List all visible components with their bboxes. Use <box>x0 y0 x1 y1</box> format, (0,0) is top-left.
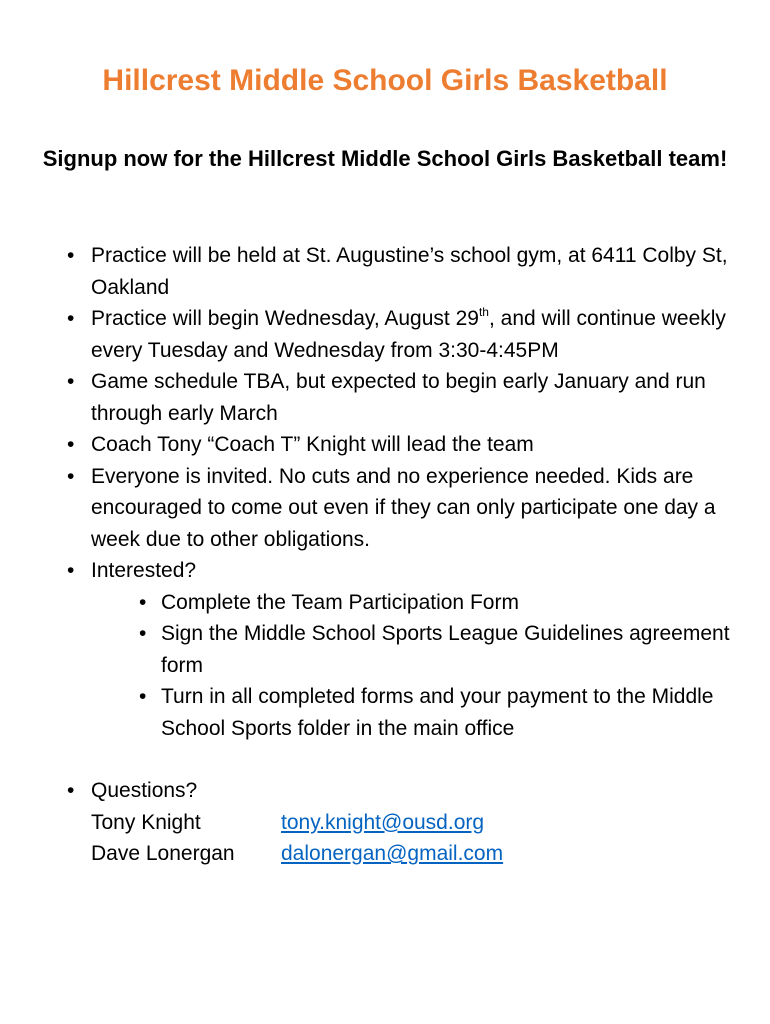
contact-row <box>91 838 735 870</box>
list-item-game-schedule <box>65 366 735 429</box>
info-bullet-list <box>65 240 735 870</box>
bullet-icon: • <box>67 244 75 267</box>
practice-schedule-text: , and will continue weekly every Tuesday and Wednesday from 3:30-4:45PM <box>91 307 726 362</box>
contact-name: Tony Knight <box>91 810 201 834</box>
list-item-step <box>137 587 735 619</box>
interested-steps-list <box>91 587 735 745</box>
contact-row <box>91 807 735 839</box>
contact-email-link[interactable]: tony.knight@ousd.org <box>281 810 485 834</box>
practice-location-text: Practice will be held at St. Augustine’s school gym, at 6411 Colby St, Oakland <box>91 244 728 299</box>
step-text: Sign the Middle School Sports League Guidelines agreement form <box>161 622 730 677</box>
step-text: Turn in all completed forms and your payment to the Middle School Sports folder in the main office <box>161 685 714 740</box>
bullet-icon: • <box>67 307 75 330</box>
list-item-interested <box>65 555 735 744</box>
everyone-invited-text: Everyone is invited. No cuts and no experience needed. Kids are encouraged to come out even if they can only participate one day a week due to other obligations. <box>91 464 716 551</box>
practice-start-text: Practice will begin Wednesday, August 29 <box>91 307 479 330</box>
ordinal-suffix: th <box>478 305 489 319</box>
bullet-icon: • <box>139 685 147 708</box>
page-subtitle: Signup now for the Hillcrest Middle School Girls Basketball team! <box>42 146 728 171</box>
list-item-questions <box>65 775 735 870</box>
interested-text: Interested? <box>91 559 197 582</box>
questions-text: Questions? <box>91 779 198 802</box>
contact-name: Dave Lonergan <box>91 842 235 865</box>
bullet-icon: • <box>67 370 75 393</box>
list-item-everyone-invited <box>65 461 735 556</box>
bullet-icon: • <box>67 433 75 456</box>
list-item-practice-start <box>65 303 735 366</box>
coach-text: Coach Tony “Coach T” Knight will lead the team <box>91 433 534 456</box>
bullet-icon: • <box>67 464 75 488</box>
contact-email-link[interactable]: dalonergan@gmail.com <box>281 842 504 865</box>
list-item-step <box>137 681 735 744</box>
bullet-icon: • <box>139 622 147 645</box>
bullet-icon: • <box>67 559 75 582</box>
list-item-step <box>137 618 735 681</box>
list-item-practice-location <box>65 240 735 303</box>
list-item-coach <box>65 429 735 461</box>
bullet-icon: • <box>67 779 75 802</box>
step-text: Complete the Team Participation Form <box>161 590 519 614</box>
bullet-icon: • <box>139 590 147 614</box>
page-title: Hillcrest Middle School Girls Basketball <box>102 64 668 97</box>
game-schedule-text: Game schedule TBA, but expected to begin early January and run through early March <box>91 370 706 425</box>
